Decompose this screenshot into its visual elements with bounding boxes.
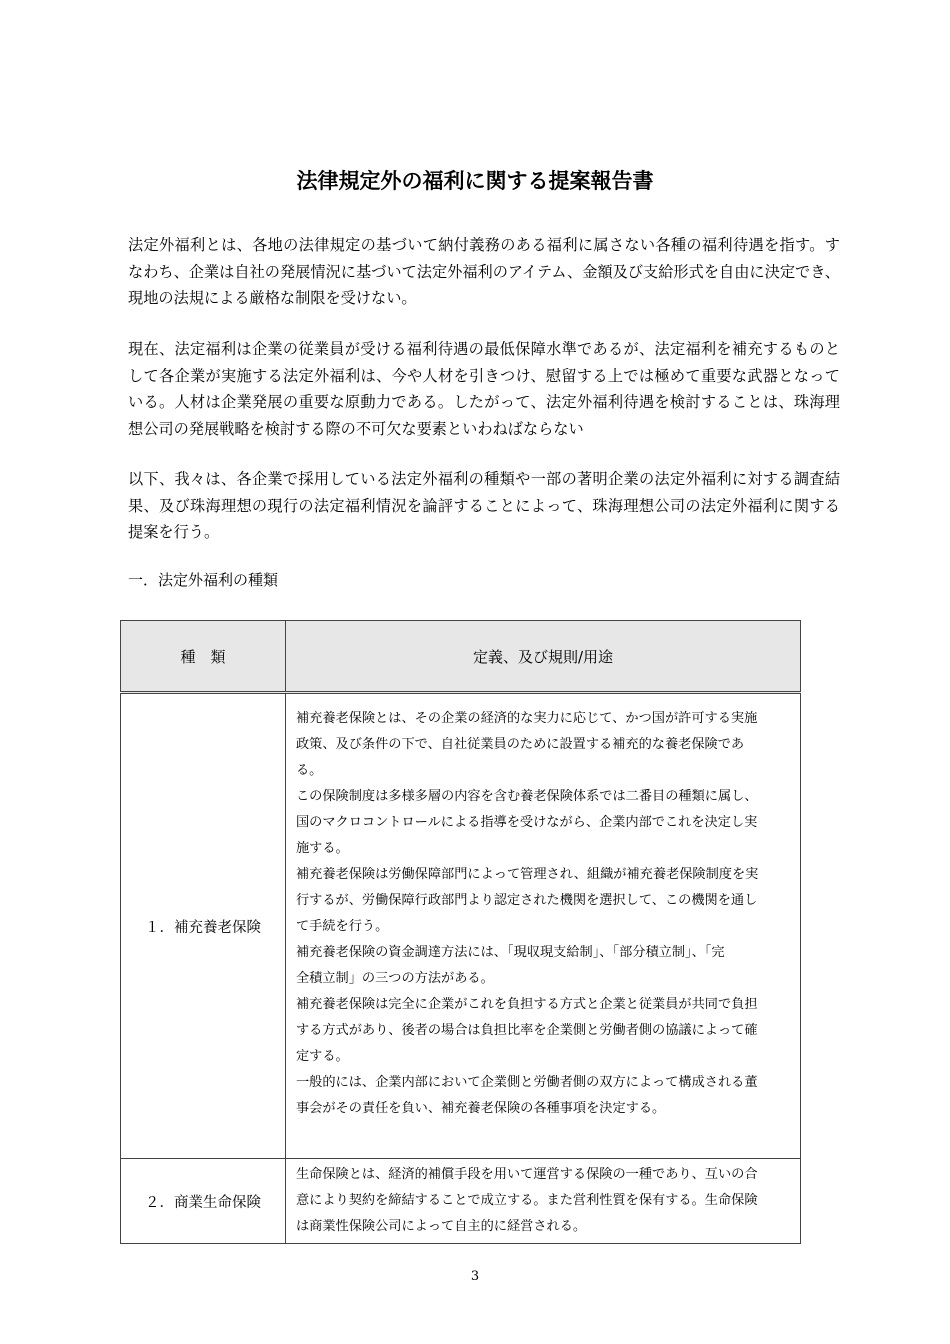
definition-line: 政策、及び条件の下で、自社従業員のために設置する補充的な養老保険であ [296, 737, 745, 752]
welfare-types-table [120, 620, 801, 1244]
definition-line: 事会がその責任を負い、補充養老保険の各種事項を決定する。 [296, 1101, 666, 1116]
section-heading: 一．法定外福利の種類 [128, 571, 279, 589]
row-definition [286, 1159, 801, 1244]
row-type-label: １．補充養老保険 [121, 693, 286, 1159]
definition-line: 一般的には、企業内部において企業側と労働者側の双方によって構成される董 [296, 1075, 758, 1090]
definition-line: 補充養老保険は完全に企業がこれを負担する方式と企業と従業員が共同で負担 [296, 997, 758, 1012]
definition-line: 施する。 [296, 841, 349, 856]
definition-line: 定する。 [296, 1049, 349, 1064]
definition-line: する方式があり、後者の場合は負担比率を企業側と労働者側の協議によって確 [296, 1023, 758, 1038]
definition-line: 国のマクロコントロールによる指導を受けながら、企業内部でこれを決定し実 [296, 815, 758, 830]
definition-line: 行するが、労働保障行政部門より認定された機関を選択して、この機関を通し [296, 893, 758, 908]
definition-line: 補充養老保険とは、その企業の経済的な実力に応じて、かつ国が許可する実施 [296, 711, 758, 726]
definition-line: る。 [296, 763, 323, 778]
definition-line: 補充養老保険は労働保障部門によって管理され、組織が補充養老保険制度を実 [296, 867, 759, 882]
intro-paragraph-3: 以下、我々は、各企業で採用している法定外福利の種類や一部の著明企業の法定外福利に対する調査結果、及び珠海理想の現行の法定福利情況を論評することによって、珠海理想公司の法定外福利に関する提案を行う。 [128, 470, 840, 541]
definition-line: 補充養老保険の資金調達方法には、「現収現支給制」、「部分積立制」、「完 [296, 945, 725, 960]
row-definition [286, 693, 801, 1159]
intro-paragraph-1: 法定外福利とは、各地の法律規定の基づいて納付義務のある福利に属さない各種の福利待遇を指す。すなわち、企業は自社の発展情況に基づいて法定外福利のアイテム、金額及び支給形式を自由に決定でき、現地の法規による厳格な制限を受けない。 [128, 236, 840, 307]
definition-line: は商業性保険公司によって自主的に経営される。 [296, 1219, 587, 1234]
document-title: 法律規定外の福利に関する提案報告書 [296, 169, 654, 193]
intro-paragraph-2: 現在、法定福利は企業の従業員が受ける福利待遇の最低保障水準であるが、法定福利を補充するものとして各企業が実施する法定外福利は、今や人材を引きつけ、慰留する上では極めて重要な武器となっている。人材は企業発展の重要な原動力である。したがって、法定外福利待遇を検討することは、珠海理想公司の発展戦略を検討する際の不可欠な要素といわねばならない [128, 340, 840, 438]
header-definition: 定義、及び規則/用途 [286, 621, 801, 693]
definition-line: 生命保険とは、経済的補償手段を用いて運営する保険の一種であり、互いの合 [296, 1167, 758, 1182]
table-row [121, 693, 801, 1159]
definition-line: 意により契約を締結することで成立する。また営利性質を保有する。生命保険 [296, 1193, 758, 1208]
definition-line: この保険制度は多様多層の内容を含む養老保険体系では二番目の種類に属し、 [296, 789, 758, 804]
table-row [121, 1159, 801, 1244]
row-type-label: ２．商業生命保険 [121, 1159, 286, 1244]
table-header-row [121, 621, 801, 693]
definition-line: 全積立制」の三つの方法がある。 [296, 971, 494, 986]
header-type: 種 類 [121, 621, 286, 693]
page-number: 3 [470, 1269, 480, 1284]
definition-line: て手続を行う。 [296, 919, 389, 934]
